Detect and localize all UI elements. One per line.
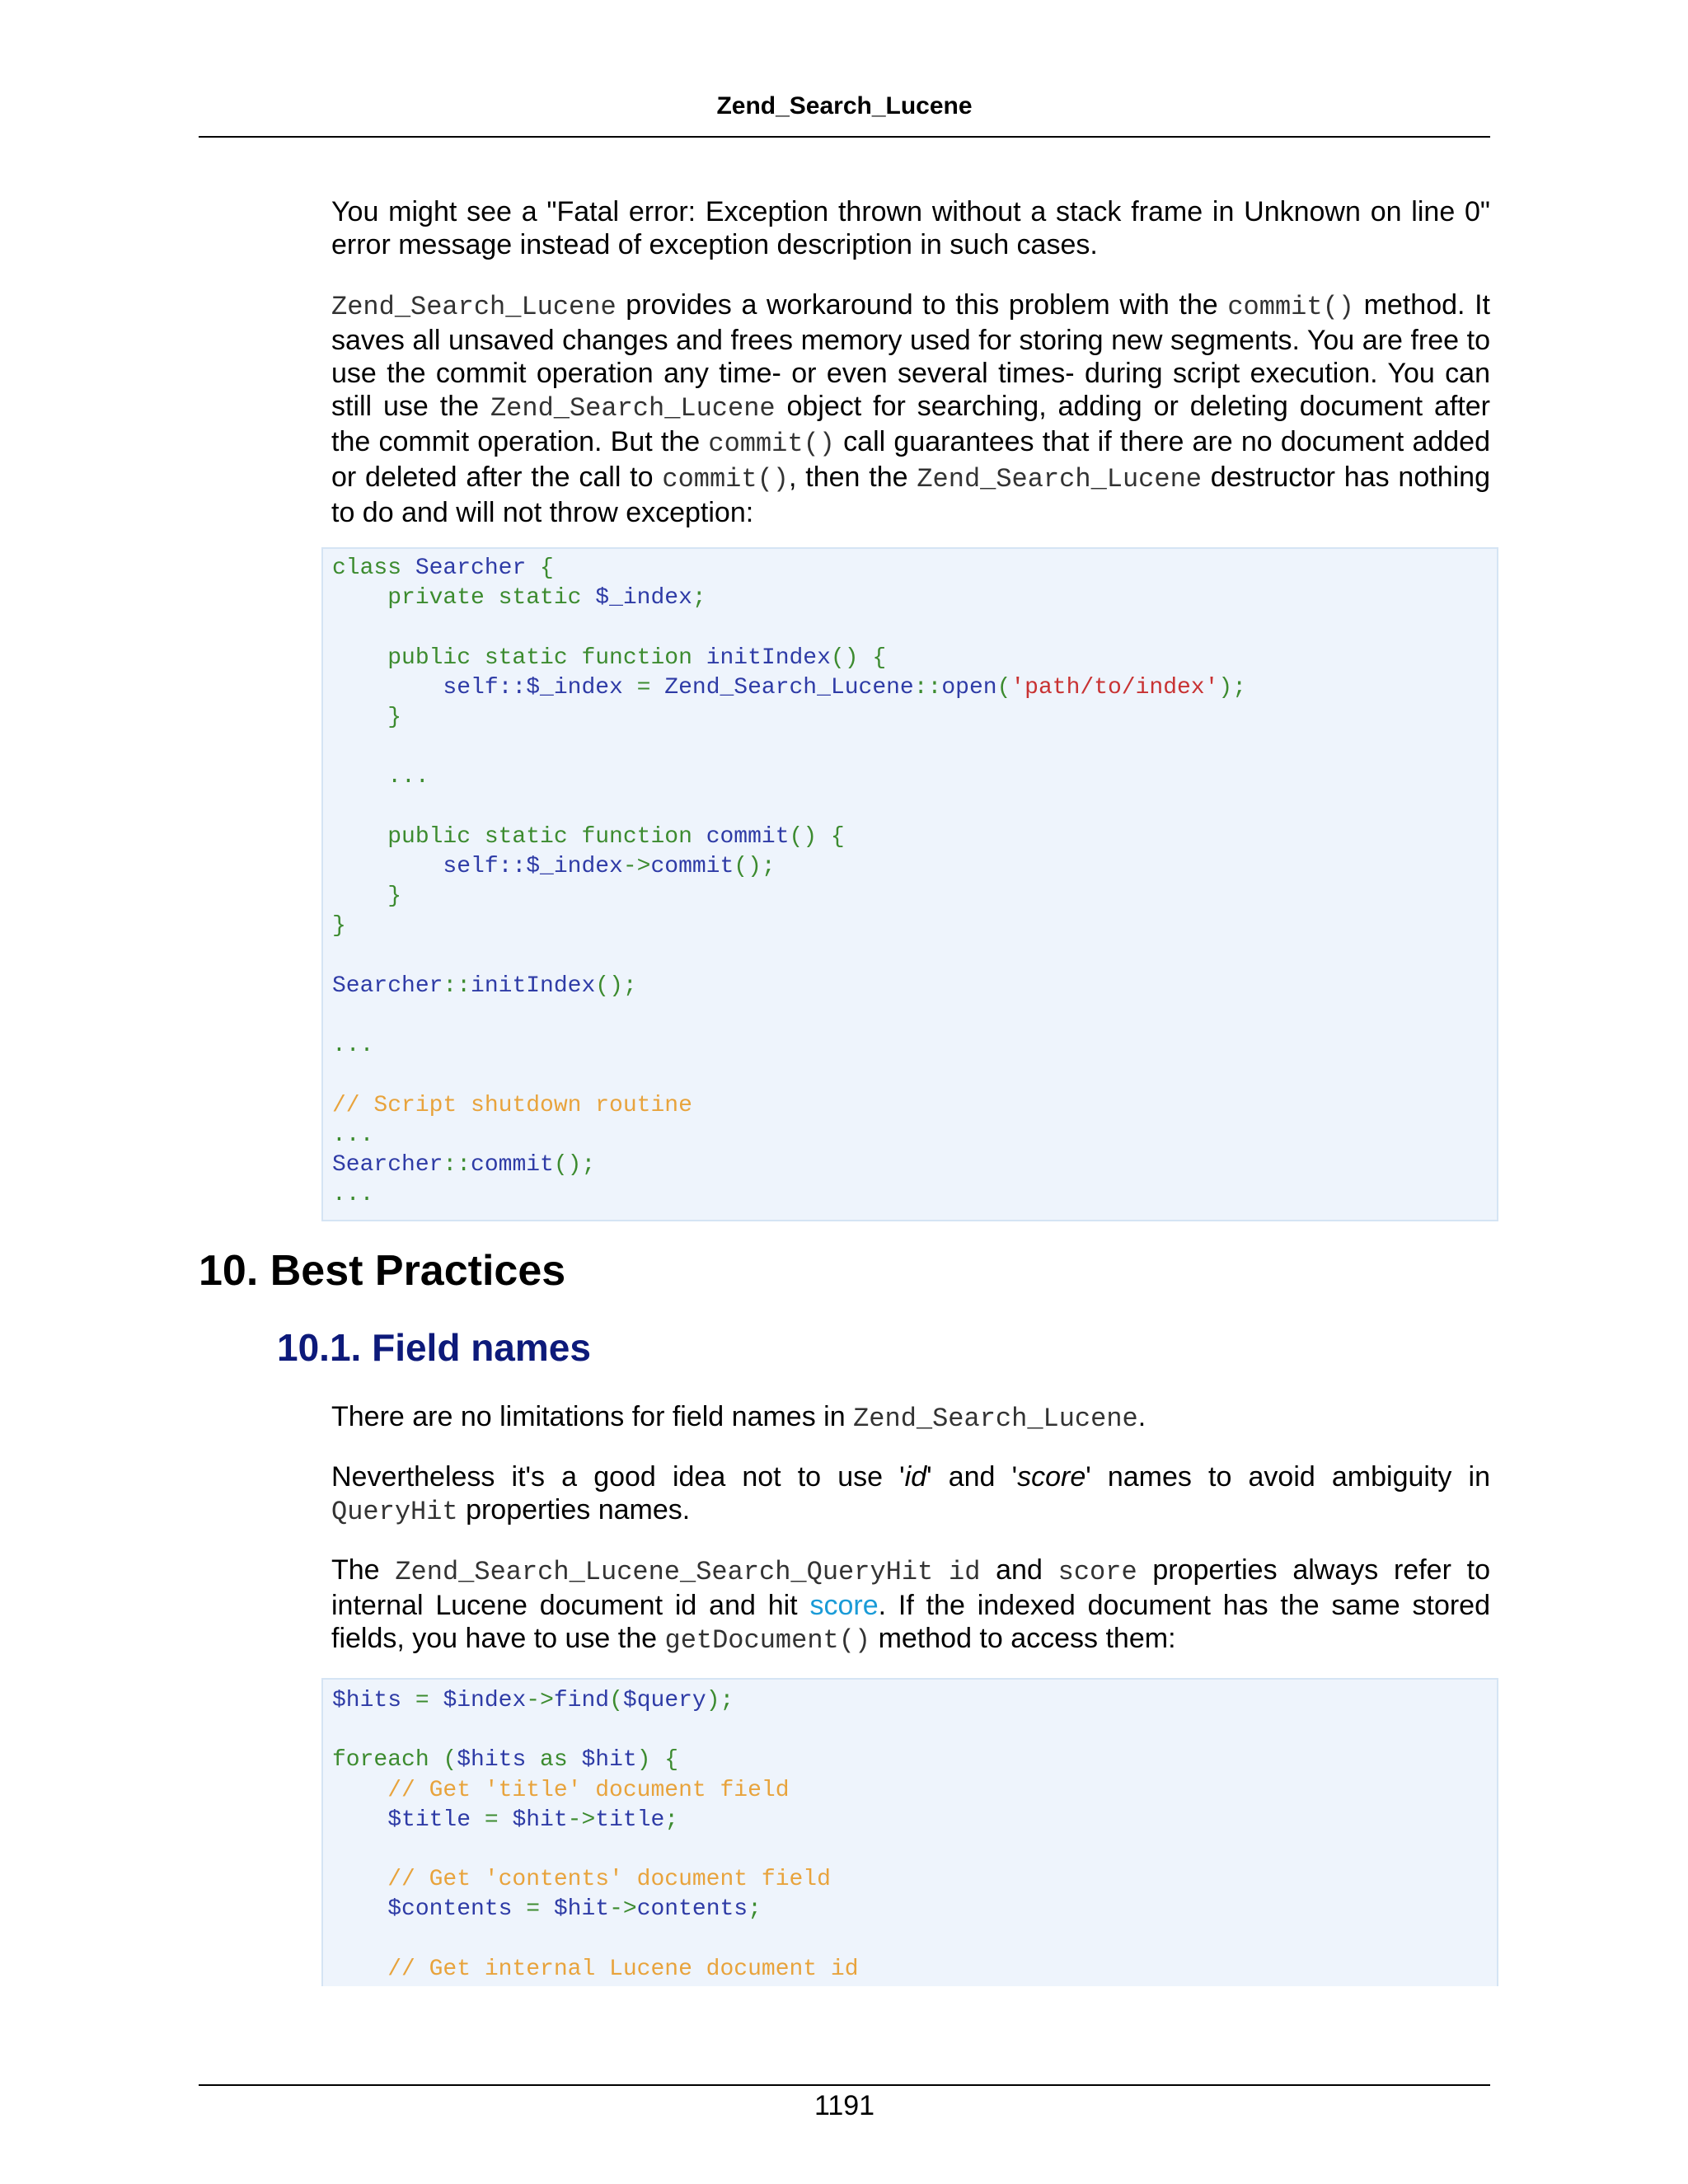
inline-code: getDocument(): [664, 1625, 871, 1656]
text-run: method to access them:: [870, 1623, 1176, 1654]
inline-code: Zend_Search_Lucene: [331, 292, 617, 322]
page-number: 1191: [814, 2090, 875, 2121]
inline-code: Zend_Search_Lucene: [853, 1404, 1138, 1434]
text-run: call guarantees that if there are no document added or deleted after the call to: [331, 426, 1490, 493]
paragraph-ambiguity: [331, 1460, 1490, 1529]
header-divider: [199, 136, 1490, 138]
text-run: , then the: [788, 462, 917, 493]
text-run: object for searching, adding or deleting document after the commit operation. But the: [331, 391, 1491, 457]
paragraph-field-limits: [331, 1400, 1490, 1436]
text-run: properties always refer to internal Lucene document id and hit: [331, 1554, 1490, 1621]
footer-divider: [199, 2084, 1490, 2086]
inline-code: commit(): [1227, 292, 1354, 322]
emphasis: score: [1017, 1461, 1086, 1493]
inline-code: Zend_Search_Lucene: [917, 464, 1202, 494]
text-run: provides a workaround to this problem with the: [616, 289, 1228, 321]
inline-code: id: [949, 1557, 981, 1587]
text-run: destructor has nothing to do and will not throw exception:: [331, 462, 1490, 528]
text-run: [933, 1554, 949, 1586]
inline-code: Zend_Search_Lucene_Search_QueryHit: [395, 1557, 934, 1587]
paragraph-commit-workaround: [331, 288, 1490, 529]
inline-code: QueryHit: [331, 1497, 458, 1527]
text-run: The: [331, 1554, 396, 1586]
inline-code: commit(): [708, 429, 835, 459]
text-run: method. It saves all unsaved changes and frees memory used for storing new segments. You are free to use the commit operation any time- or even several times- during script execution. You can still use the: [331, 289, 1490, 422]
inline-code: commit(): [662, 464, 789, 494]
inline-code: Zend_Search_Lucene: [490, 393, 776, 424]
text-run: .: [1137, 1401, 1146, 1432]
text-run: Nevertheless it's a good idea not to use ': [331, 1461, 905, 1493]
score-link[interactable]: score: [809, 1590, 879, 1621]
text-run: . If the indexed document has the same stored fields, you have to use the: [331, 1590, 1490, 1654]
text-run: There are no limitations for field names in: [331, 1401, 854, 1432]
text-run: and: [980, 1554, 1058, 1586]
code-block-searcher: class Searcher { private static $_index; public static function initIndex() { self::$_index = Zend_Search_Lucene::open('path/to/index'); } ... public static function commit() { self::$_index->commit(); } } Searcher::initIndex(); ... // Script shutdown routine ... Searcher::commit(); ...: [321, 547, 1498, 1221]
text-run: properties names.: [457, 1494, 691, 1526]
section-heading: 10. Best Practices: [199, 1247, 566, 1295]
subsection-heading: 10.1. Field names: [277, 1326, 591, 1369]
page-header-title: Zend_Search_Lucene: [716, 92, 973, 120]
emphasis: id: [904, 1461, 927, 1493]
code-block-hits: $hits = $index->find($query); foreach ($hits as $hit) { // Get 'title' document field $title = $hit->title; // Get 'contents' document field $contents = $hit->contents; // Get internal Lucene document id: [321, 1678, 1498, 1986]
text-run: ' names to avoid ambiguity in: [1085, 1461, 1490, 1493]
text-run: ' and ': [926, 1461, 1018, 1493]
inline-code: score: [1057, 1557, 1137, 1587]
paragraph-queryhit-properties: [331, 1554, 1490, 1657]
paragraph-fatal-error: You might see a "Fatal error: Exception thrown without a stack frame in Unknown on line 0" error message instead of exception description in such cases.: [331, 196, 1490, 260]
